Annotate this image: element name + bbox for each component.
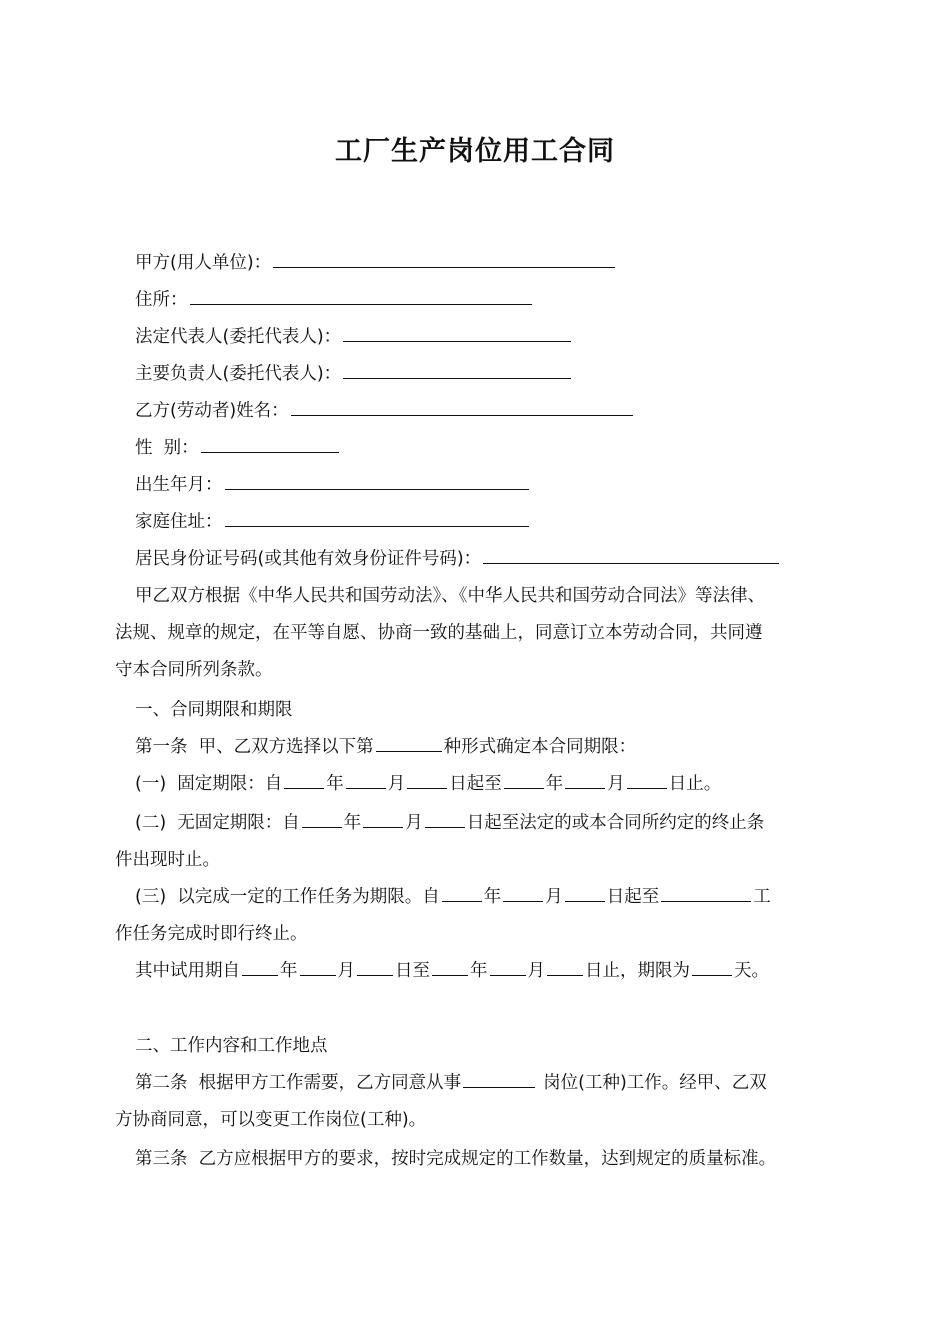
article-1-text-b: 种形式确定本合同期限： (443, 737, 637, 757)
task-term-tail: 工 (753, 887, 771, 907)
party-a-blank[interactable] (273, 250, 615, 268)
probation-start-month-blank[interactable] (300, 958, 336, 976)
form-choice-blank[interactable] (376, 734, 442, 752)
fixed-end-month-label: 月 (607, 774, 625, 794)
fixed-end-year-label: 年 (545, 774, 564, 794)
birth-label: 出生年月： (135, 475, 223, 495)
party-b-line (135, 398, 635, 424)
task-year-label: 年 (483, 887, 502, 907)
open-start-month-blank[interactable] (363, 810, 403, 828)
open-term-label: (二) 无固定期限：自 (135, 813, 300, 833)
fixed-start-month-blank[interactable] (346, 771, 386, 789)
task-month-label: 月 (545, 887, 563, 907)
principal-line (135, 361, 573, 387)
party-b-label: 乙方(劳动者)姓名： (135, 401, 289, 421)
article-2-line (135, 1070, 767, 1096)
party-a-line (135, 250, 617, 276)
birth-blank[interactable] (225, 472, 529, 490)
task-from-label: 日起至 (606, 887, 660, 907)
home-line (135, 509, 531, 535)
principal-blank[interactable] (343, 361, 571, 379)
intro-line-2: 法规、规章的规定，在平等自愿、协商一致的基础上，同意订立本劳动合同，共同遵 (115, 623, 763, 643)
probation-end-label: 日止，期限为 (585, 961, 690, 981)
section-1-heading: 一、合同期限和期限 (135, 700, 293, 720)
legal-rep-label: 法定代表人(委托代表人)： (135, 327, 342, 347)
address-line (135, 287, 534, 313)
section-2-heading: 二、工作内容和工作地点 (135, 1036, 328, 1056)
gender-blank[interactable] (201, 435, 339, 453)
fixed-end-label: 日止。 (668, 774, 722, 794)
fixed-end-month-blank[interactable] (565, 771, 605, 789)
address-blank[interactable] (190, 287, 532, 305)
article-2-text-a: 第二条 根据甲方工作需要，乙方同意从事 (135, 1073, 462, 1093)
task-term-label: (三) 以完成一定的工作任务为期限。自 (135, 887, 440, 907)
home-blank[interactable] (225, 509, 529, 527)
article-1-text-a: 第一条 甲、乙双方选择以下第 (135, 737, 374, 757)
article-2-line-2: 方协商同意，可以变更工作岗位(工种)。 (115, 1110, 427, 1130)
open-term-tail: 日起至法定的或本合同所约定的终止条 (466, 813, 765, 833)
probation-month-label: 月 (337, 961, 355, 981)
id-number-blank[interactable] (483, 546, 779, 564)
fixed-year-label: 年 (326, 774, 344, 794)
probation-days-blank[interactable] (692, 958, 732, 976)
probation-end-month-blank[interactable] (490, 958, 526, 976)
task-start-year-blank[interactable] (442, 884, 482, 902)
id-number-line (135, 546, 781, 572)
id-number-label: 居民身份证号码(或其他有效身份证件号码)： (135, 549, 482, 569)
probation-end-day-blank[interactable] (547, 958, 583, 976)
fixed-term-line (135, 771, 721, 797)
probation-days-label: 天。 (734, 961, 769, 981)
probation-to-label: 日至 (395, 961, 430, 981)
fixed-end-year-blank[interactable] (504, 771, 544, 789)
home-label: 家庭住址： (135, 512, 223, 532)
task-end-blank[interactable] (661, 884, 751, 902)
open-start-day-blank[interactable] (425, 810, 465, 828)
address-label: 住所： (135, 290, 188, 310)
fixed-start-year-blank[interactable] (284, 771, 324, 789)
article-2-text-b: 岗位(工种)工作。经甲、乙双 (543, 1073, 767, 1093)
party-a-label: 甲方(用人单位)： (135, 253, 272, 273)
open-term-line (135, 810, 764, 836)
fixed-month-label: 月 (387, 774, 406, 794)
task-start-day-blank[interactable] (565, 884, 605, 902)
open-year-label: 年 (343, 813, 362, 833)
probation-start-day-blank[interactable] (357, 958, 393, 976)
task-start-month-blank[interactable] (503, 884, 543, 902)
legal-rep-line (135, 324, 573, 350)
fixed-start-day-blank[interactable] (407, 771, 447, 789)
probation-label: 其中试用期自 (135, 961, 240, 981)
open-month-label: 月 (405, 813, 423, 833)
probation-line (135, 958, 769, 984)
task-term-line (135, 884, 771, 910)
fixed-from-label: 日起至 (449, 774, 502, 794)
fixed-end-day-blank[interactable] (627, 771, 667, 789)
document-title: 工厂生产岗位用工合同 (335, 136, 615, 167)
open-term-line-2: 件出现时止。 (115, 850, 220, 870)
probation-end-year-blank[interactable] (432, 958, 468, 976)
open-start-year-blank[interactable] (302, 810, 342, 828)
birth-line (135, 472, 531, 498)
probation-year-label: 年 (280, 961, 298, 981)
task-term-line-2: 作任务完成时即行终止。 (115, 924, 308, 944)
intro-line-3: 守本合同所列条款。 (115, 660, 273, 680)
party-b-blank[interactable] (291, 398, 633, 416)
gender-label: 性 别： (135, 438, 199, 458)
fixed-term-label: (一) 固定期限：自 (135, 774, 283, 794)
gender-line (135, 435, 341, 461)
probation-end-month-label: 月 (527, 961, 545, 981)
intro-line-1: 甲乙双方根据《中华人民共和国劳动法》、《中华人民共和国劳动合同法》等法律、 (135, 586, 765, 606)
principal-label: 主要负责人(委托代表人)： (135, 364, 342, 384)
article-1-line (135, 734, 636, 760)
legal-rep-blank[interactable] (343, 324, 571, 342)
job-position-blank[interactable] (463, 1070, 535, 1088)
probation-end-year-label: 年 (470, 961, 488, 981)
article-3-line: 第三条 乙方应根据甲方的要求，按时完成规定的工作数量，达到规定的质量标准。 (135, 1149, 777, 1169)
probation-start-year-blank[interactable] (242, 958, 278, 976)
